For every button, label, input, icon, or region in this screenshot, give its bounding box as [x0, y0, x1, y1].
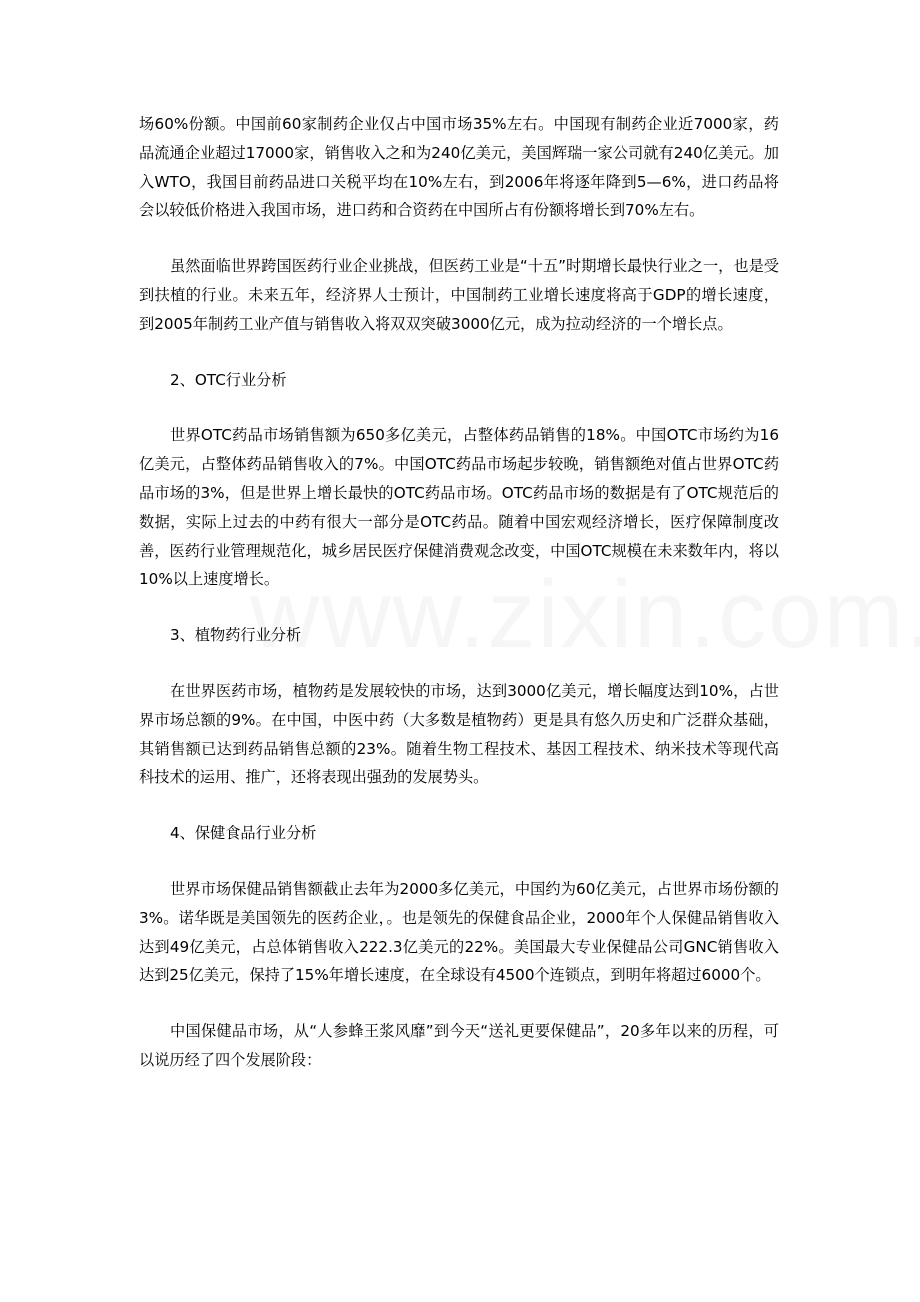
paragraph-gap	[139, 990, 779, 1017]
paragraph-otc-market: 世界OTC药品市场销售额为650多亿美元，占整体药品销售的18%。中国OTC市场约为16亿美元，占整体药品销售收入的7%。中国OTC药品市场起步较晚，销售额绝对值占世界OTC药品市场的3%，但是世界上增长最快的OTC药品市场。OTC药品市场的数据是有了OTC规范后的数据，实际上过去的中药有很大一部分是OTC药品。随着中国宏观经济增长，医疗保障制度改善，医药行业管理规范化，城乡居民医疗保健消费观念改变，中国OTC规模在未来数年内，将以10%以上速度增长。	[139, 426, 780, 589]
paragraph-gap	[139, 792, 779, 819]
paragraph-gap	[139, 225, 779, 252]
paragraph-health-food-market: 世界市场保健品销售额截止去年为2000多亿美元，中国约为60亿美元，占世界市场份额的3%。诺华既是美国领先的医药企业，。也是领先的保健食品企业，2000年个人保健品销售收入达到49亿美元，占总体销售收入222.3亿美元的22%。美国最大专业保健品公司GNC销售收入达到25亿美元，保持了15%年增长速度，在全球设有4500个连锁点，到明年将超过6000个。	[139, 879, 779, 985]
heading-health-food-analysis: 4、保健食品行业分析	[170, 824, 317, 843]
paragraph-market-share: 场60%份额。中国前60家制药企业仅占中国市场35%左右。中国现有制药企业近7000家，药品流通企业超过17000家，销售收入之和为240亿美元，美国辉瑞一家公司就有240亿美元。加入WTO，我国目前药品进口关税平均在10%左右，到2006年将逐年降到5—6%，进口药品将会以较低价格进入我国市场，进口药和合资药在中国所占有份额将增长到70%左右。	[139, 115, 779, 220]
heading-botanical-analysis: 3、植物药行业分析	[170, 626, 302, 645]
paragraph-pharma-industry: 虽然面临世界跨国医药行业企业挑战，但医药工业是“十五”时期增长最快行业之一，也是受到扶植的行业。未来五年，经济界人士预计，中国制药工业增长速度将高于GDP的增长速度，到2005年制药工业产值与销售收入将双双突破3000亿元，成为拉动经济的一个增长点。	[139, 257, 779, 333]
document-body	[139, 110, 779, 1075]
paragraph-botanical-market: 在世界医药市场，植物药是发展较快的市场，达到3000亿美元，增长幅度达到10%，占世界市场总额的9%。在中国，中医中药（大多数是植物药）更是具有悠久历史和广泛群众基础，其销售额已达到药品销售总额的23%。随着生物工程技术、基因工程技术、纳米技术等现代高科技术的运用、推广，还将表现出强劲的发展势头。	[139, 681, 779, 787]
paragraph-gap	[139, 339, 779, 366]
paragraph-gap	[139, 650, 779, 677]
paragraph-gap	[139, 848, 779, 875]
heading-otc-analysis: 2、OTC行业分析	[170, 370, 287, 389]
paragraph-china-health-products: 中国保健品市场，从“人参蜂王浆风靡”到今天“送礼更要保健品”，20多年以来的历程，可以说历经了四个发展阶段：	[139, 1022, 779, 1069]
paragraph-gap	[139, 394, 779, 421]
paragraph-gap	[139, 594, 779, 621]
